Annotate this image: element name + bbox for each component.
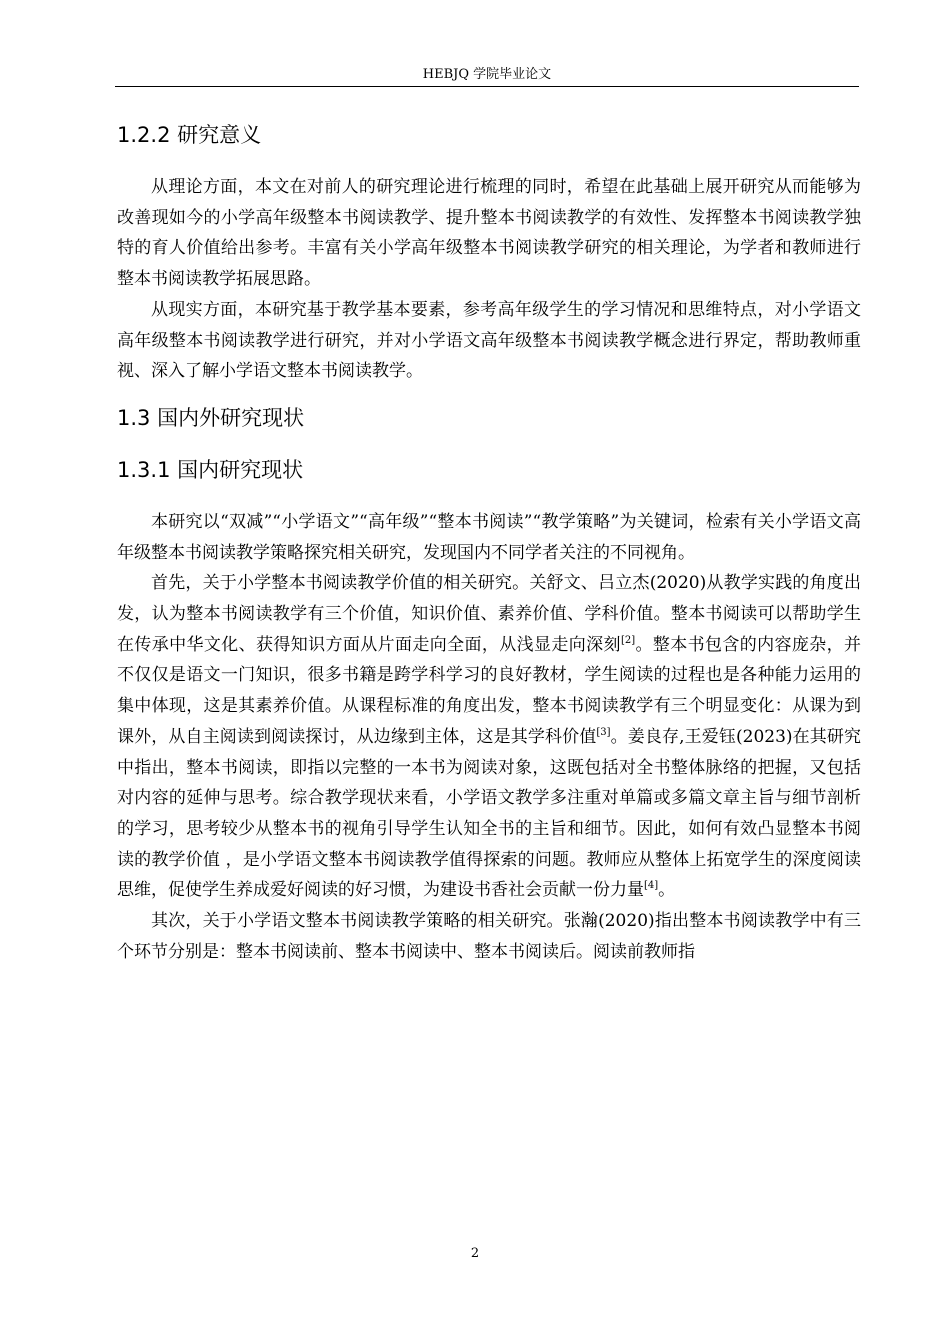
- paragraph-keywords: 本研究以“双减”“小学语文”“高年级”“整本书阅读”“教学策略”为关键词，检索有关小学语文高年级整本书阅读教学策略探究相关研究，发现国内不同学者关注的不同视角。: [117, 511, 861, 563]
- citation-ref: [2]: [620, 634, 636, 646]
- text-run: 。: [658, 880, 676, 901]
- text-run: 。整本书包含的内容庞杂，并不仅仅是语文一门知识，很多书籍是跨学科学习的良好教材，学生阅读的过程也是各种能力运用的集中体现，这是其素养价值。从课程标准的角度出发，整本书阅读教学有三个明显变化：从课为到课外，从自主阅读到阅读探讨，从边缘到主体，这是其学科价值: [117, 634, 862, 747]
- citation-ref: [3]: [596, 726, 611, 738]
- text-run: 首先，关于小学整本书阅读教学价值的相关研究。关舒文、吕立杰(2020)从教学实践的角度出发，认为整本书阅读教学有三个价值，知识价值、素养价值、学科价值。整本书阅读可以帮助学生在传承中华文化、获得知识方面从片面走向全面，从浅显走向深刻: [117, 573, 861, 655]
- paragraph-theory: 从理论方面，本文在对前人的研究理论进行梳理的同时，希望在此基础上展开研究从而能够为改善现如今的小学高年级整本书阅读教学、提升整本书阅读教学的有效性、发挥整本书阅读教学独特的育人价值给出参考。丰富有关小学高年级整本书阅读教学研究的相关理论，为学者和教师进行整本书阅读教学拓展思路。: [117, 177, 861, 290]
- citation-ref: [4]: [644, 880, 659, 892]
- running-header: HEBJQ 学院毕业论文: [422, 67, 552, 82]
- section-heading-1-3: 1.3 国内外研究现状: [117, 405, 305, 430]
- section-heading-1-2-2: 1.2.2 研究意义: [117, 123, 262, 147]
- paragraph-practice: 从现实方面，本研究基于教学基本要素，参考高年级学生的学习情况和思维特点，对小学语文高年级整本书阅读教学进行研究，并对小学语文高年级整本书阅读教学概念进行界定，帮助教师重视、深入了解小学语文整本书阅读教学。: [117, 299, 861, 382]
- text-run: 。姜良存,王爱钰(2023)在其研究中指出，整本书阅读，即指以完整的一本书为阅读对象，这既包括对全书整体脉络的把握，又包括对内容的延伸与思考。综合教学现状来看，小学语文教学多注重对单篇或多篇文章主旨与细节剖析的学习，思考较少从整本书的视角引导学生认知全书的主旨和细节。因此，如何有效凸显整本书阅读的教学价值 ，是小学语文整本书阅读教学值得探索的问题。教师应从整体上拓宽学生的深度阅读思维，促使学生养成爱好阅读的好习惯，为建设书香社会贡献一份力量: [117, 726, 861, 901]
- page-number: 2: [470, 1246, 480, 1261]
- header-rule: [115, 86, 859, 87]
- page-content: [117, 120, 861, 967]
- section-heading-1-3-1: 1.3.1 国内研究现状: [117, 457, 304, 482]
- paragraph-teaching-value: [117, 568, 861, 906]
- paragraph-teaching-strategy: 其次，关于小学语文整本书阅读教学策略的相关研究。张瀚(2020)指出整本书阅读教学中有三个环节分别是：整本书阅读前、整本书阅读中、整本书阅读后。阅读前教师指: [117, 911, 861, 962]
